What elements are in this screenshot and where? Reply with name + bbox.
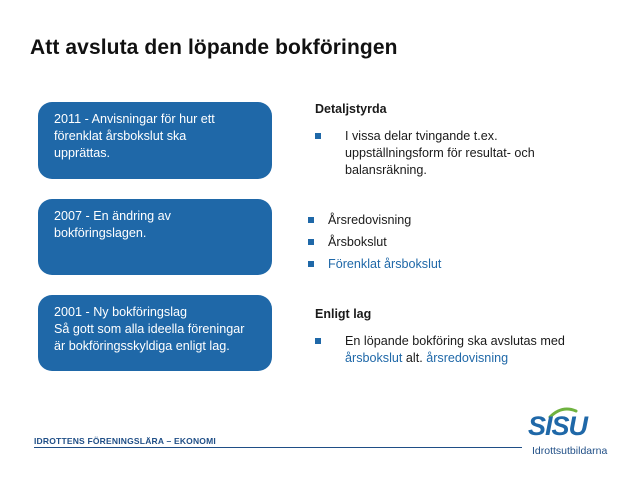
timeline-box-2001 bbox=[38, 295, 272, 371]
list-item bbox=[315, 128, 615, 179]
list-item bbox=[307, 212, 607, 229]
logo-subtitle: Idrottsutbildarna bbox=[532, 445, 608, 457]
enligt-lag-list bbox=[315, 333, 615, 372]
list-item-link[interactable]: Förenklat årsbokslut bbox=[328, 257, 442, 271]
list-item bbox=[307, 234, 607, 251]
section-heading-enligt-lag: Enligt lag bbox=[315, 307, 372, 321]
timeline-box-2011 bbox=[38, 102, 272, 179]
footer-divider bbox=[34, 447, 522, 448]
sisu-logo bbox=[520, 405, 612, 460]
square-bullet-icon bbox=[315, 133, 321, 139]
timeline-box-text: 2011 - Anvisningar för hur ett förenklat årsbokslut ska upprättas. bbox=[54, 112, 215, 160]
slide-title: Att avsluta den löpande bokföringen bbox=[30, 36, 398, 59]
section-heading-detaljstyrda: Detaljstyrda bbox=[315, 102, 387, 116]
footer-text: IDROTTENS FÖRENINGSLÄRA – EKONOMI bbox=[34, 436, 216, 446]
list-item bbox=[307, 256, 607, 273]
timeline-box-2007 bbox=[38, 199, 272, 275]
list-item-text: Årsredovisning bbox=[328, 213, 412, 227]
list-item-text: Årsbokslut bbox=[328, 235, 387, 249]
link-arsbokslut[interactable]: årsbokslut bbox=[345, 351, 403, 365]
square-bullet-icon bbox=[308, 239, 314, 245]
report-types-list bbox=[307, 212, 607, 278]
logo-word: SISU bbox=[528, 411, 588, 441]
square-bullet-icon bbox=[315, 338, 321, 344]
detaljstyrda-list bbox=[315, 128, 615, 184]
timeline-box-text: 2001 - Ny bokföringslag Så gott som alla ideella föreningar är bokföringsskyldiga enligt lag. bbox=[54, 305, 245, 353]
timeline-box-text: 2007 - En ändring av bokföringslagen. bbox=[54, 209, 171, 240]
list-item bbox=[315, 333, 615, 367]
link-arsredovisning[interactable]: årsredovisning bbox=[426, 351, 509, 365]
square-bullet-icon bbox=[308, 261, 314, 267]
square-bullet-icon bbox=[308, 217, 314, 223]
list-item-text: I vissa delar tvingande t.ex. uppställningsform för resultat- och balansräkning. bbox=[345, 129, 535, 177]
list-item-text: alt. bbox=[402, 351, 427, 365]
list-item-text: En löpande bokföring ska avslutas med bbox=[345, 334, 565, 348]
